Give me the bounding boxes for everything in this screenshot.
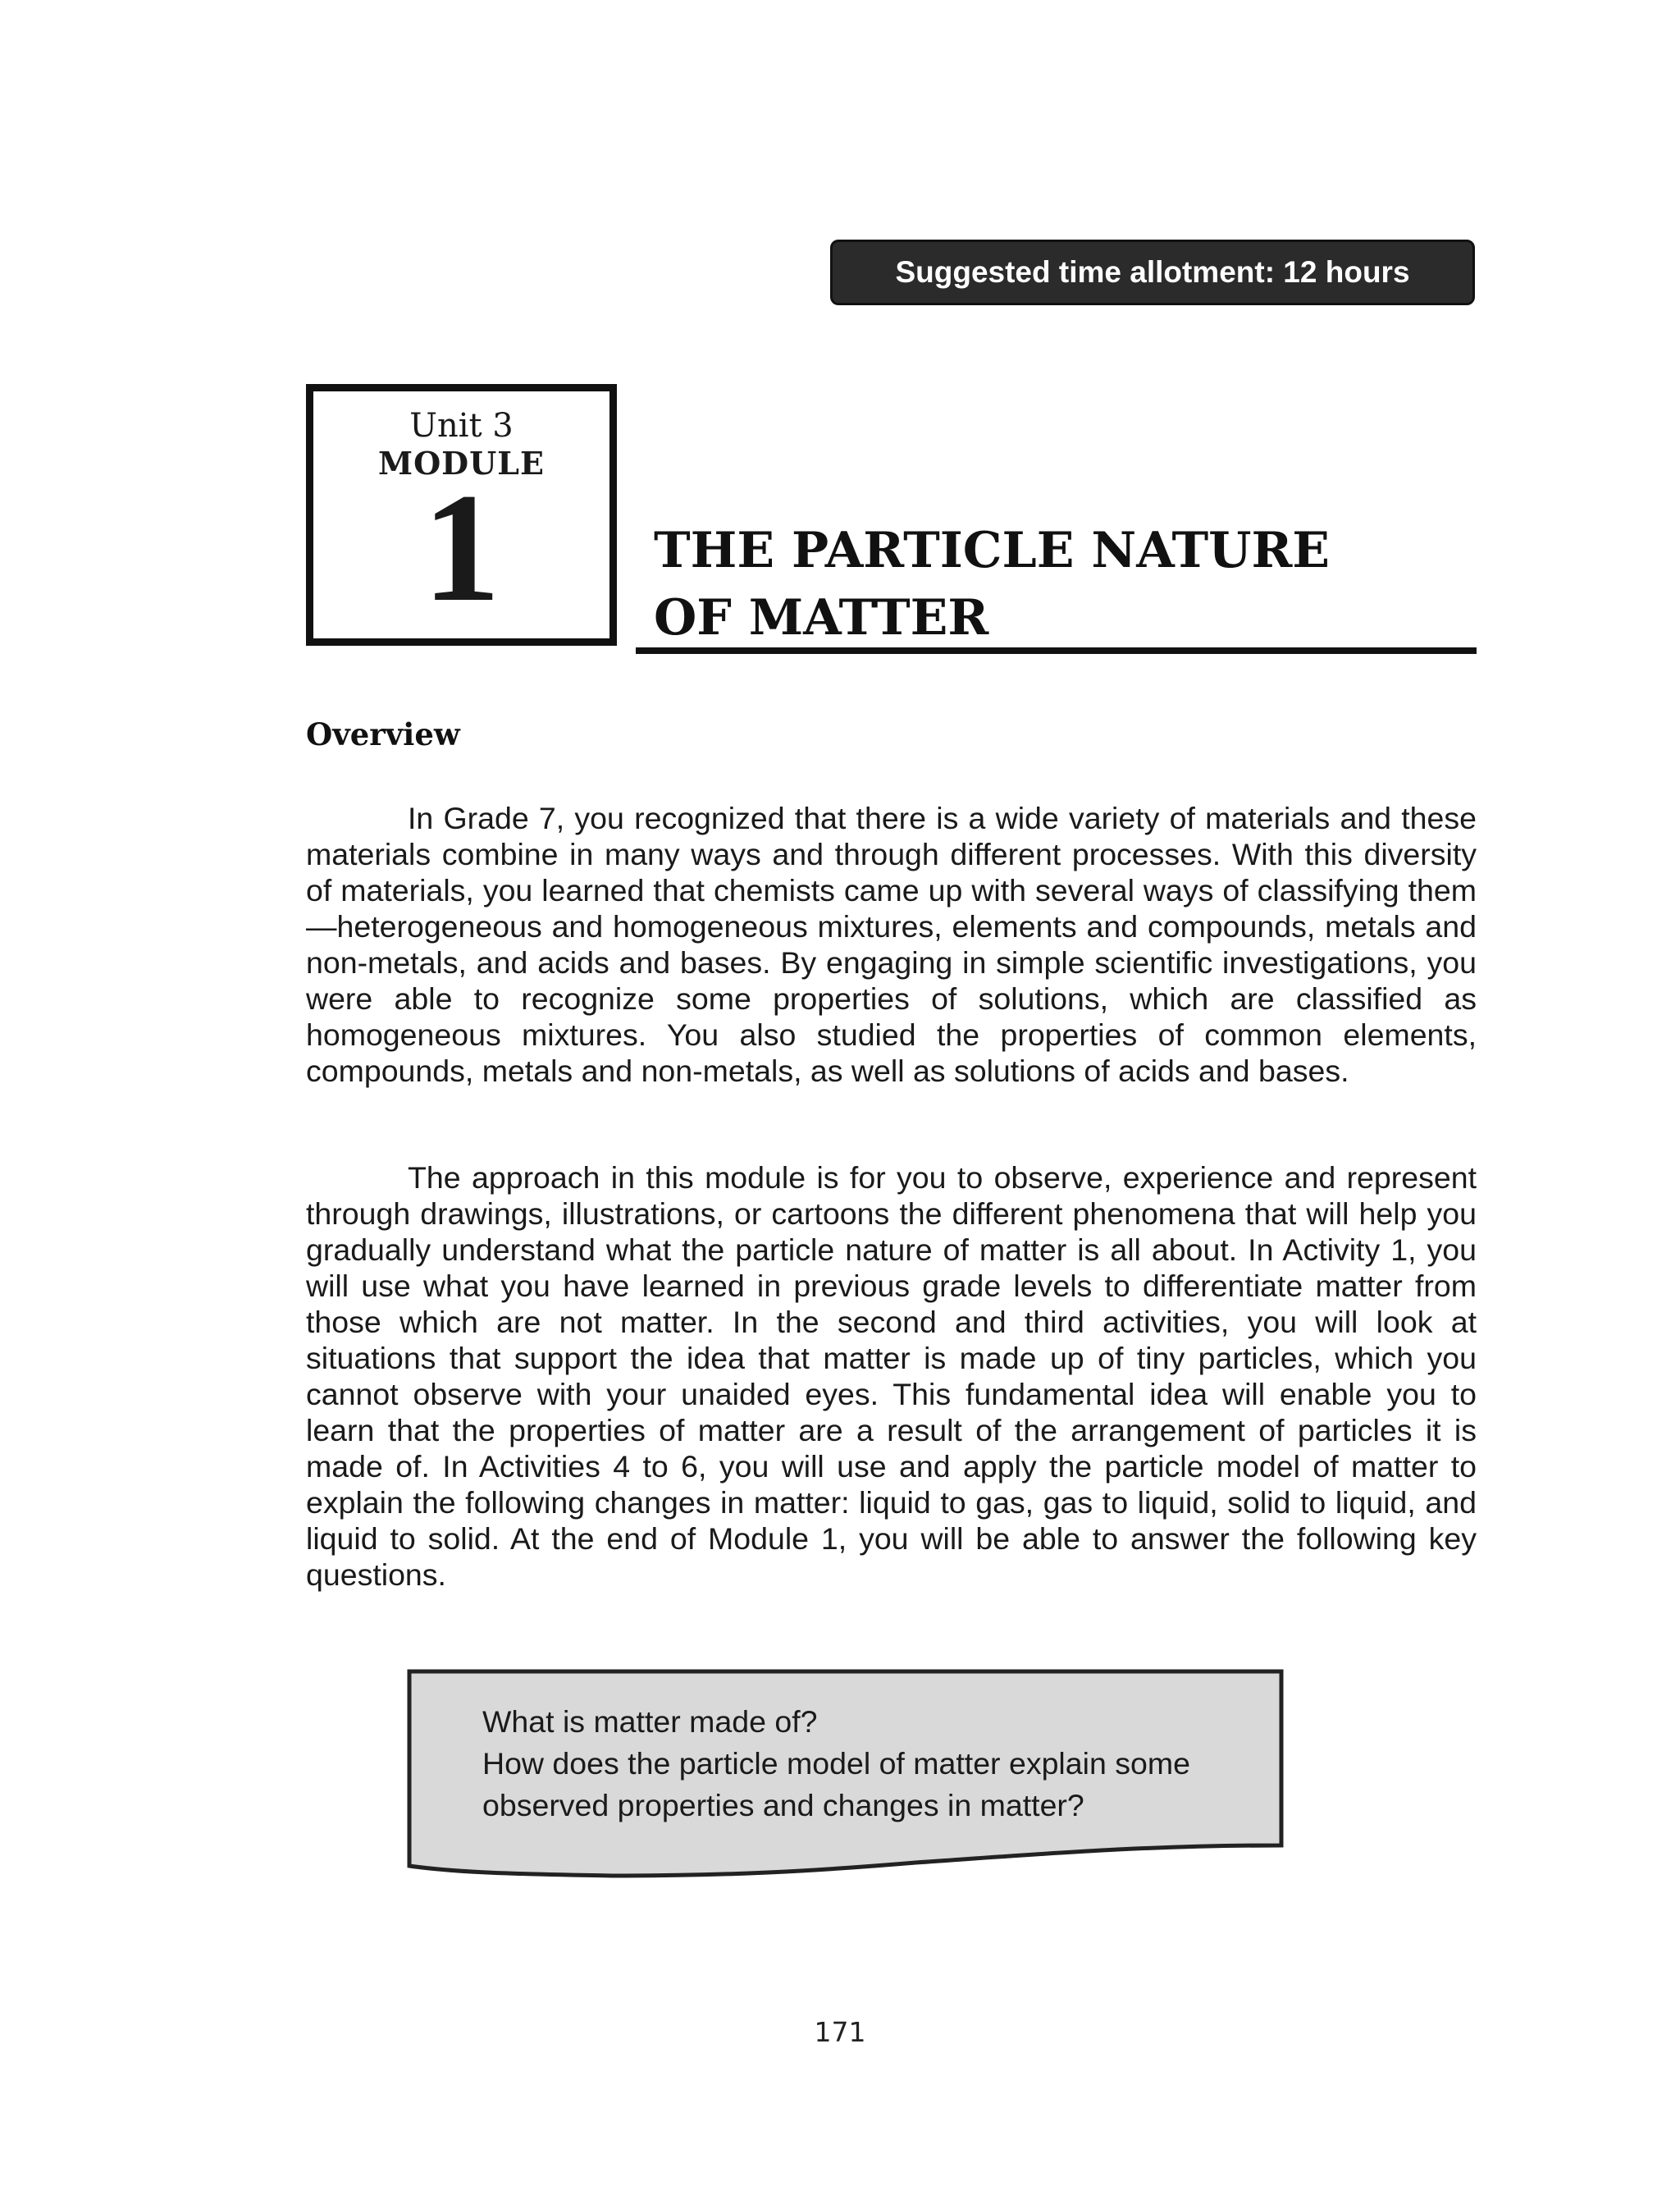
- module-number: 1: [422, 462, 500, 634]
- overview-heading: Overview: [306, 716, 460, 752]
- time-allotment-text: Suggested time allotment: 12 hours: [895, 255, 1410, 289]
- title-underline: [636, 647, 1477, 654]
- overview-paragraph-2: The approach in this module is for you to observe, experience and represent through drawings, illustrations, or cartoons the different phenomena that will help you gradually understand what the particle nature of matter is all about. In Activity 1, you will use what you have learned in previous grade levels to differentiate matter from those which are not matter. In the second and third activities, you will look at situations that support the idea that matter is made up of tiny particles, which you cannot observe with your unaided eyes. This fundamental idea will enable you to learn that the properties of matter are a result of the arrangement of particles it is made of. In Activities 4 to 6, you will use and apply the particle model of matter to explain the following changes in matter: liquid to gas, gas to liquid, solid to liquid, and liquid to solid. At the end of Module 1, you will be able to answer the following key questions.: [306, 1160, 1477, 1592]
- module-title-line-2: OF MATTER: [654, 589, 989, 647]
- key-questions-list: [482, 1701, 1221, 1827]
- unit-label: Unit 3: [409, 407, 514, 445]
- key-question-3: observed properties and changes in matter?: [482, 1788, 1084, 1822]
- page-number: 171: [814, 2016, 866, 2048]
- module-title: [654, 517, 1330, 652]
- module-box: [306, 384, 617, 646]
- module-title-line-1: THE PARTICLE NATURE: [654, 522, 1331, 579]
- key-question-1: What is matter made of?: [482, 1704, 818, 1739]
- time-allotment-badge: [830, 240, 1475, 305]
- key-questions-box: [407, 1669, 1285, 1891]
- overview-paragraph-1: In Grade 7, you recognized that there is a wide variety of materials and these materials combine in many ways and through different processes. With this diversity of materials, you learned that chemists came up with several ways of classifying them—heterogeneous and homogeneous mixtures, elements and compounds, metals and non-metals, and acids and bases. By engaging in simple scientific investigations, you were able to recognize some properties of solutions, which are classified as homogeneous mixtures. You also studied the properties of common elements, compounds, metals and non-metals, as well as solutions of acids and bases.: [306, 801, 1477, 1088]
- module-label: MODULE: [378, 445, 545, 482]
- key-question-2: How does the particle model of matter explain some: [482, 1746, 1190, 1781]
